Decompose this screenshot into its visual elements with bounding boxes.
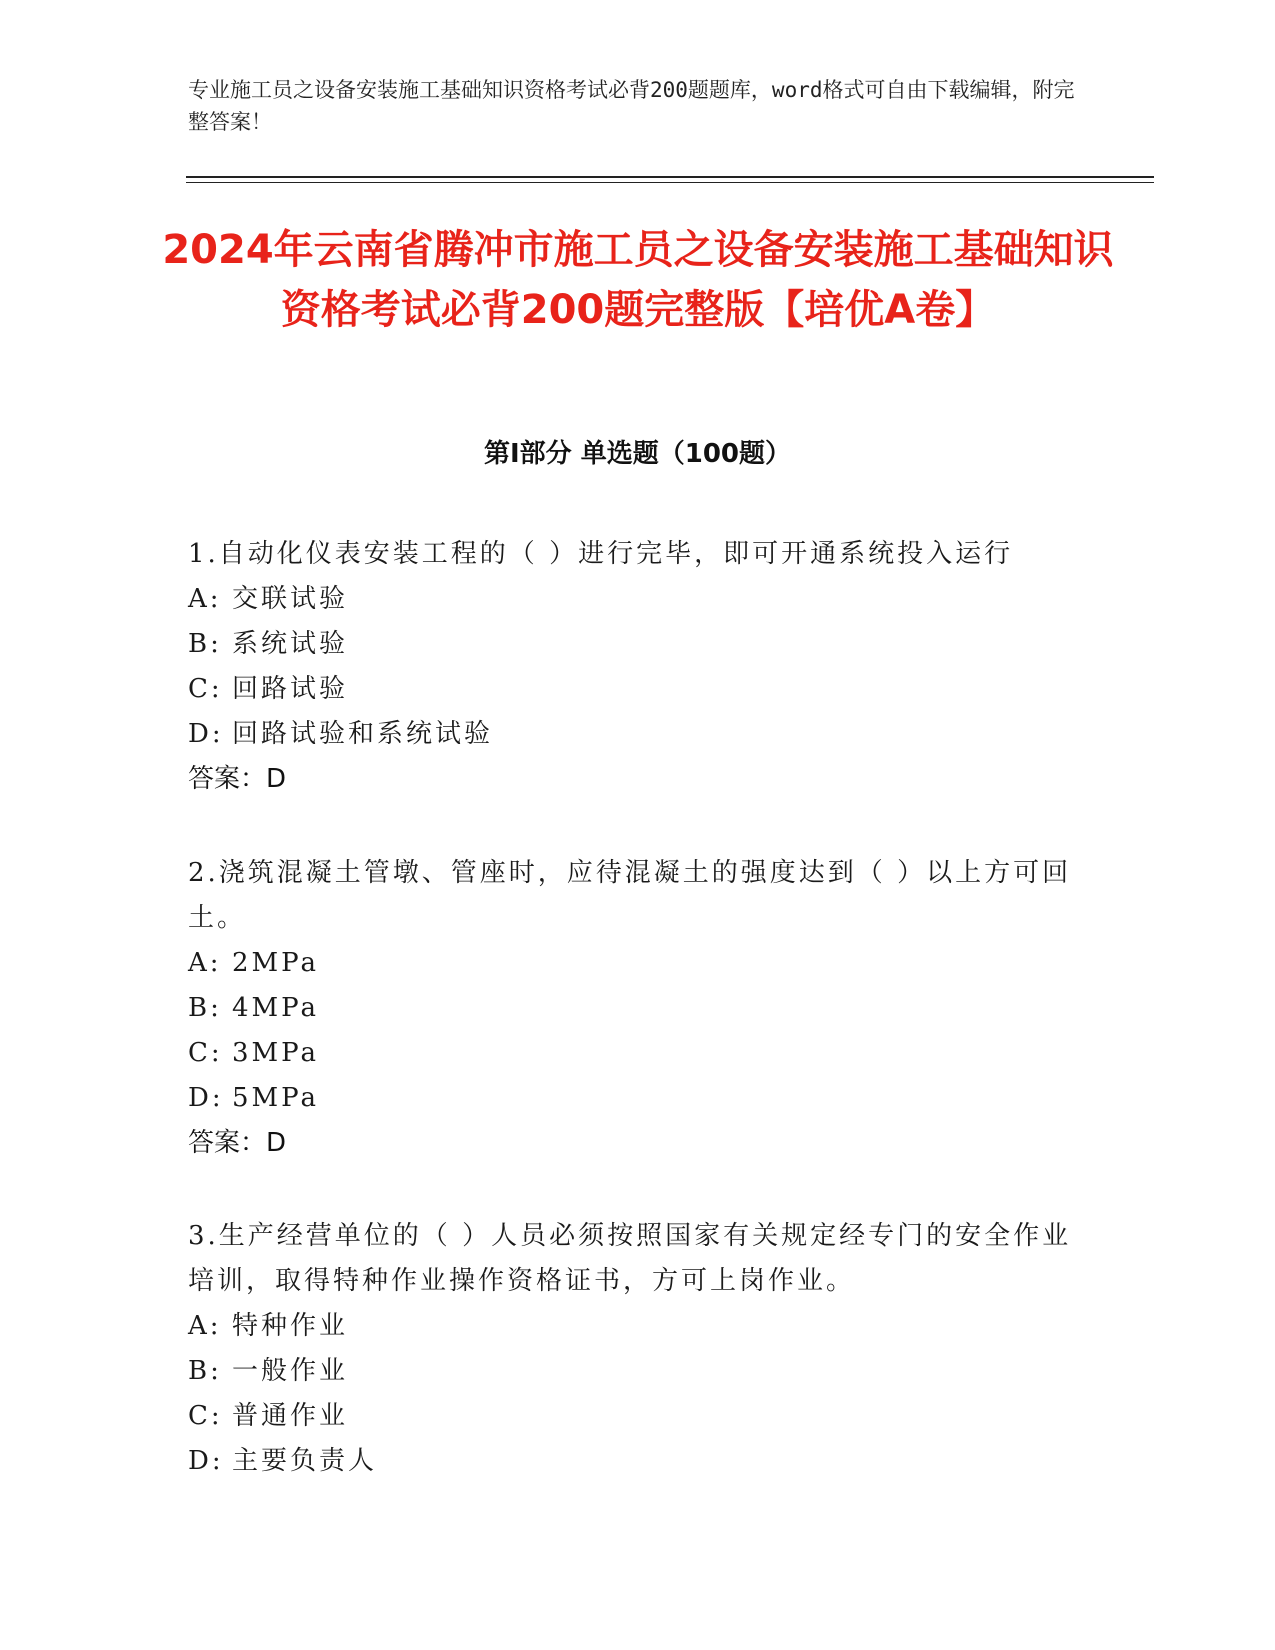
option-a [188,1304,1088,1349]
question-stem: 3.生产经营单位的（ ）人员必须按照国家有关规定经专门的安全作业培训，取得特种作业操作资格证书，方可上岗作业。 [188,1221,1072,1296]
option-b [188,1349,1088,1394]
option-text: 系统试验 [232,629,349,659]
option-a [188,941,1088,986]
question-2 [188,851,1088,1166]
option-a [188,577,1088,622]
option-key: D: [188,719,224,749]
option-d [188,712,1088,757]
option-key: B: [188,629,222,659]
question-stem: 1.自动化仪表安装工程的（ ）进行完毕，即可开通系统投入运行 [188,539,1014,569]
option-key: B: [188,993,222,1023]
question-stem: 2.浇筑混凝土管墩、管座时，应待混凝土的强度达到（ ）以上方可回土。 [188,858,1072,933]
option-key: D: [188,1083,224,1113]
option-key: C: [188,1401,223,1431]
document-title: 2024年云南省腾冲市施工员之设备安装施工基础知识资格考试必背200题完整版【培优A卷】 [162,227,1114,333]
option-c [188,1031,1088,1076]
option-key: D: [188,1446,224,1476]
option-b [188,986,1088,1031]
header-divider-thin [186,182,1154,183]
option-key: A: [188,1311,222,1341]
question-3 [188,1214,1088,1484]
header-divider-thick [186,176,1154,178]
option-key: B: [188,1356,222,1386]
option-d [188,1076,1088,1121]
option-text: 普通作业 [232,1401,349,1431]
option-key: C: [188,1038,223,1068]
option-text: 3MPa [232,1038,319,1068]
answer-line: 答案：D [188,764,287,794]
header-note: 专业施工员之设备安装施工基础知识资格考试必背200题题库，word格式可自由下载编辑，附完整答案！ [188,78,1075,134]
option-key: A: [188,948,222,978]
answer-line: 答案：D [188,1128,287,1158]
option-text: 4MPa [232,993,319,1023]
option-text: 5MPa [232,1083,319,1113]
section-heading: 第Ⅰ部分 单选题（100题） [484,439,791,469]
option-key: A: [188,584,222,614]
option-text: 一般作业 [232,1356,349,1386]
option-text: 交联试验 [232,584,349,614]
option-b [188,622,1088,667]
option-d [188,1439,1088,1484]
question-1 [188,532,1088,802]
option-text: 主要负责人 [232,1446,378,1476]
option-text: 回路试验和系统试验 [232,719,494,749]
option-key: C: [188,674,223,704]
option-text: 特种作业 [232,1311,349,1341]
option-text: 回路试验 [232,674,349,704]
option-text: 2MPa [232,948,319,978]
option-c [188,667,1088,712]
option-c [188,1394,1088,1439]
